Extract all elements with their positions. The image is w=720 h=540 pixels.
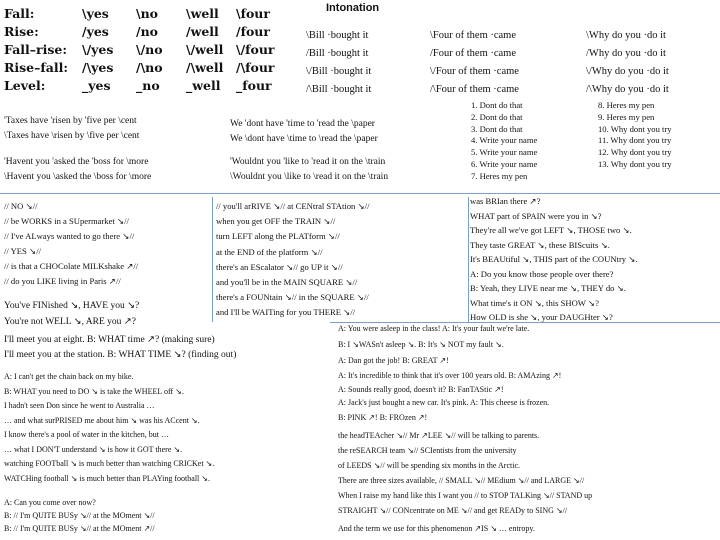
tone-word: _four — [236, 78, 272, 93]
stress-sentence: /Why do you ·do it — [586, 48, 666, 59]
prompt-line: A: Do you know those people over there? — [470, 268, 614, 279]
example-line: A: Dan got the job! B: GREAT ↗! — [338, 356, 449, 365]
busy-example: A: Can you come over now? — [4, 498, 96, 507]
numbered-item: 9. Heres my pen — [598, 111, 655, 122]
tone-word: /yes — [82, 24, 109, 39]
tone-word: \yes — [82, 6, 109, 21]
meet-example: I'll meet you at the station. B: WHAT TIME ↘? (finding out) — [4, 350, 237, 360]
stress-sentence: /\Why do you ·do it — [586, 84, 669, 95]
tone-word: _yes — [82, 78, 111, 93]
tone-word: /\well — [186, 60, 224, 75]
stress-sentence: \Bill ·bought it — [306, 30, 369, 41]
prompt-line: // be WORKS in a SUpermarket ↘// — [4, 216, 129, 226]
divider-line — [468, 197, 469, 322]
focus-example: … what I DON'T understand ↘ is how it GOT there ↘. — [4, 444, 183, 454]
prompt-line: WHAT part of SPAIN were you in ↘? — [470, 210, 602, 221]
tone-label: Fall: — [4, 6, 35, 21]
sentence-pair: 'Wouldnt you 'like to 'read it on the \train — [230, 157, 386, 167]
numbered-item: 1. Dont do that — [471, 100, 523, 110]
prompt-line: there's an EScalator ↘// go UP it ↘// — [216, 261, 343, 272]
stress-sentence: /\Bill ·bought it — [306, 84, 372, 95]
busy-example: B: // I'm QUITE BUSy ↘// at the MOment ↘// — [4, 511, 155, 520]
divider-line — [212, 197, 213, 322]
tone-word: \/no — [136, 42, 163, 57]
sentence-pair: \Taxes have \risen by \five per \cent — [4, 131, 140, 141]
focus-example: B: WHAT you need to DO ↘ is take the WHEEL off ↘. — [4, 386, 184, 396]
tone-word: /four — [236, 24, 270, 39]
sentence-pair: 'Havent you 'asked the 'boss for \more — [4, 157, 149, 167]
stress-sentence: /\Four of them ·came — [430, 84, 519, 95]
example-line: B: I ↘WASn't asleep ↘. B: It's ↘ NOT my fault ↘. — [338, 340, 504, 349]
sentence-pair: \Wouldnt you \like to \read it on the \train — [230, 172, 389, 182]
tag-question: You've FINished ↘, HAVE you ↘? — [4, 301, 140, 311]
stress-sentence: \/Why do you ·do it — [586, 66, 669, 77]
prompt-line: // is that a CHOColate MILKshake ↗// — [4, 261, 139, 271]
numbered-item: 8. Heres my pen — [598, 100, 655, 110]
tone-word: /well — [186, 24, 219, 39]
tone-word: \well — [186, 6, 219, 21]
prompt-line: How OLD is she ↘, your DAUGHter ↘? — [470, 312, 613, 322]
prompt-line: // do you LIKE living in Paris ↗// — [4, 276, 121, 286]
page-title: Intonation — [326, 2, 380, 14]
sentence-pair: 'Taxes have 'risen by 'five per \cent — [4, 116, 137, 126]
numbered-item: 13. Why dont you try — [598, 159, 672, 169]
stress-sentence: /Four of them ·came — [430, 48, 517, 59]
focus-example: I know there's a pool of water in the kitchen, but … — [4, 430, 169, 439]
focus-example: I hadn't seen Don since he went to Australia … — [4, 401, 155, 410]
example-line: B: PINK ↗! B: FROzen ↗! — [338, 413, 428, 422]
prompt-line: B: Yeah, they LIVE near me ↘, THEY do ↘. — [470, 283, 626, 293]
prompt-line: // I've ALways wanted to go there ↘// — [4, 231, 135, 241]
stress-sentence: \/Four of them ·came — [430, 66, 519, 77]
tone-label: Level: — [4, 78, 46, 93]
numbered-item: 6. Write your name — [471, 159, 538, 169]
prompt-line: // YES ↘// — [4, 246, 41, 256]
example-line: A: It's incredible to think that it's over 100 years old. B: AMAzing ↗! — [338, 371, 562, 380]
meet-example: I'll meet you at eight. B: WHAT time ↗? (making sure) — [4, 335, 215, 345]
tone-label: Rise–fall: — [4, 60, 68, 75]
example-line: When I raise my hand like this I want you // to STOP TALKing ↘// STAND up — [338, 491, 593, 500]
prompt-line: was BRIan there ↗? — [470, 196, 541, 206]
busy-example: B: // I'm QUITE BUSy ↘// at the MOment ↗// — [4, 524, 155, 533]
tone-word: \four — [236, 6, 270, 21]
sentence-pair: We 'dont have 'time to 'read the \paper — [230, 119, 375, 129]
tone-label: Fall–rise: — [4, 42, 67, 57]
tag-question: You're not WELL ↘, ARE you ↗? — [4, 317, 136, 327]
tone-word: _no — [136, 78, 160, 93]
numbered-item: 5. Write your name — [471, 147, 538, 158]
focus-example: watching FOOTball ↘ is much better than watching CRICKet ↘. — [4, 459, 215, 468]
sentence-pair: We \dont have \time to \read the \paper — [230, 134, 378, 144]
example-line: A: Jack's just bought a new car. It's pink. A: This cheese is frozen. — [338, 398, 550, 407]
prompt-line: turn LEFT along the PLATform ↘// — [216, 231, 340, 242]
prompt-line: They taste GREAT ↘, these BIScuits ↘. — [470, 239, 610, 250]
stress-sentence: \Why do you ·do it — [586, 30, 666, 41]
tone-word: /\yes — [82, 60, 114, 75]
numbered-item: 7. Heres my pen — [471, 170, 528, 181]
stress-sentence: \/Bill ·bought it — [306, 66, 372, 77]
tone-word: /\four — [236, 60, 275, 75]
example-line: A: Sounds really good, doesn't it? B: FanTAStic ↗! — [338, 385, 504, 394]
numbered-item: 4. Write your name — [471, 135, 538, 146]
prompt-line: when you get OFF the TRAIN ↘// — [216, 216, 336, 227]
numbered-item: 3. Dont do that — [471, 123, 523, 134]
example-line: the reSEARCH team ↘// SCIentists from the university — [338, 446, 517, 455]
numbered-item: 12. Why dont you try — [598, 147, 672, 158]
tone-word: _well — [186, 78, 221, 93]
numbered-item: 10. Why dont you try — [598, 123, 672, 134]
tone-word: \no — [136, 6, 158, 21]
example-line: And the term we use for this phenomenon ↗IS ↘ … entropy. — [338, 524, 535, 533]
sentence-pair: \Havent you \asked the \boss for \more — [4, 172, 152, 182]
example-line: STRAIGHT ↘// CONcentrate on ME ↘// and get READy to SING ↘// — [338, 506, 568, 515]
example-line: A: You were asleep in the class! A: It's your fault we're late. — [338, 324, 530, 333]
numbered-item: 2. Dont do that — [471, 111, 523, 122]
prompt-line: They're all we've got LEFT ↘, THOSE two ↘. — [470, 225, 632, 235]
tone-label: Rise: — [4, 24, 39, 39]
prompt-line: // you'll arRIVE ↘// at CENtral STAtion ↘// — [216, 201, 370, 211]
focus-example: A: I can't get the chain back on my bike. — [4, 372, 134, 381]
prompt-line: there's a FOUNtain ↘// in the SQUARE ↘// — [216, 292, 369, 303]
stress-sentence: \Four of them ·came — [430, 30, 517, 41]
example-line: the headTEAcher ↘// Mr ↗LEE ↘// will be talking to parents. — [338, 431, 540, 440]
example-line: of LEEDS ↘// will be spending six months in the Arctic. — [338, 461, 521, 470]
prompt-line: at the END of the platform ↘// — [216, 246, 323, 257]
stress-sentence: /Bill ·bought it — [306, 48, 369, 59]
focus-example: … and what surPRISED me about him ↘ was his ACcent ↘. — [4, 415, 200, 425]
tone-word: \/yes — [82, 42, 114, 57]
tone-word: \/four — [236, 42, 275, 57]
prompt-line: What time's it ON ↘, this SHOW ↘? — [470, 297, 599, 308]
tone-word: /\no — [136, 60, 163, 75]
prompt-line: // NO ↘// — [4, 201, 38, 211]
prompt-line: It's BEAUtiful ↘, THIS part of the COUNtry ↘. — [470, 254, 638, 264]
prompt-line: and I'll be WAITing for you THERE ↘// — [216, 307, 356, 318]
example-line: There are three sizes available, // SMALL ↘// MEdium ↘// and LARGE ↘// — [338, 476, 585, 485]
focus-example: WATCHing football ↘ is much better than PLAYing football ↘. — [4, 473, 210, 483]
tone-word: /no — [136, 24, 158, 39]
tone-word: \/well — [186, 42, 224, 57]
prompt-line: and you'll be in the MAIN SQUARE ↘// — [216, 277, 358, 287]
numbered-item: 11. Why dont you try — [598, 135, 672, 146]
divider-line — [0, 193, 720, 194]
